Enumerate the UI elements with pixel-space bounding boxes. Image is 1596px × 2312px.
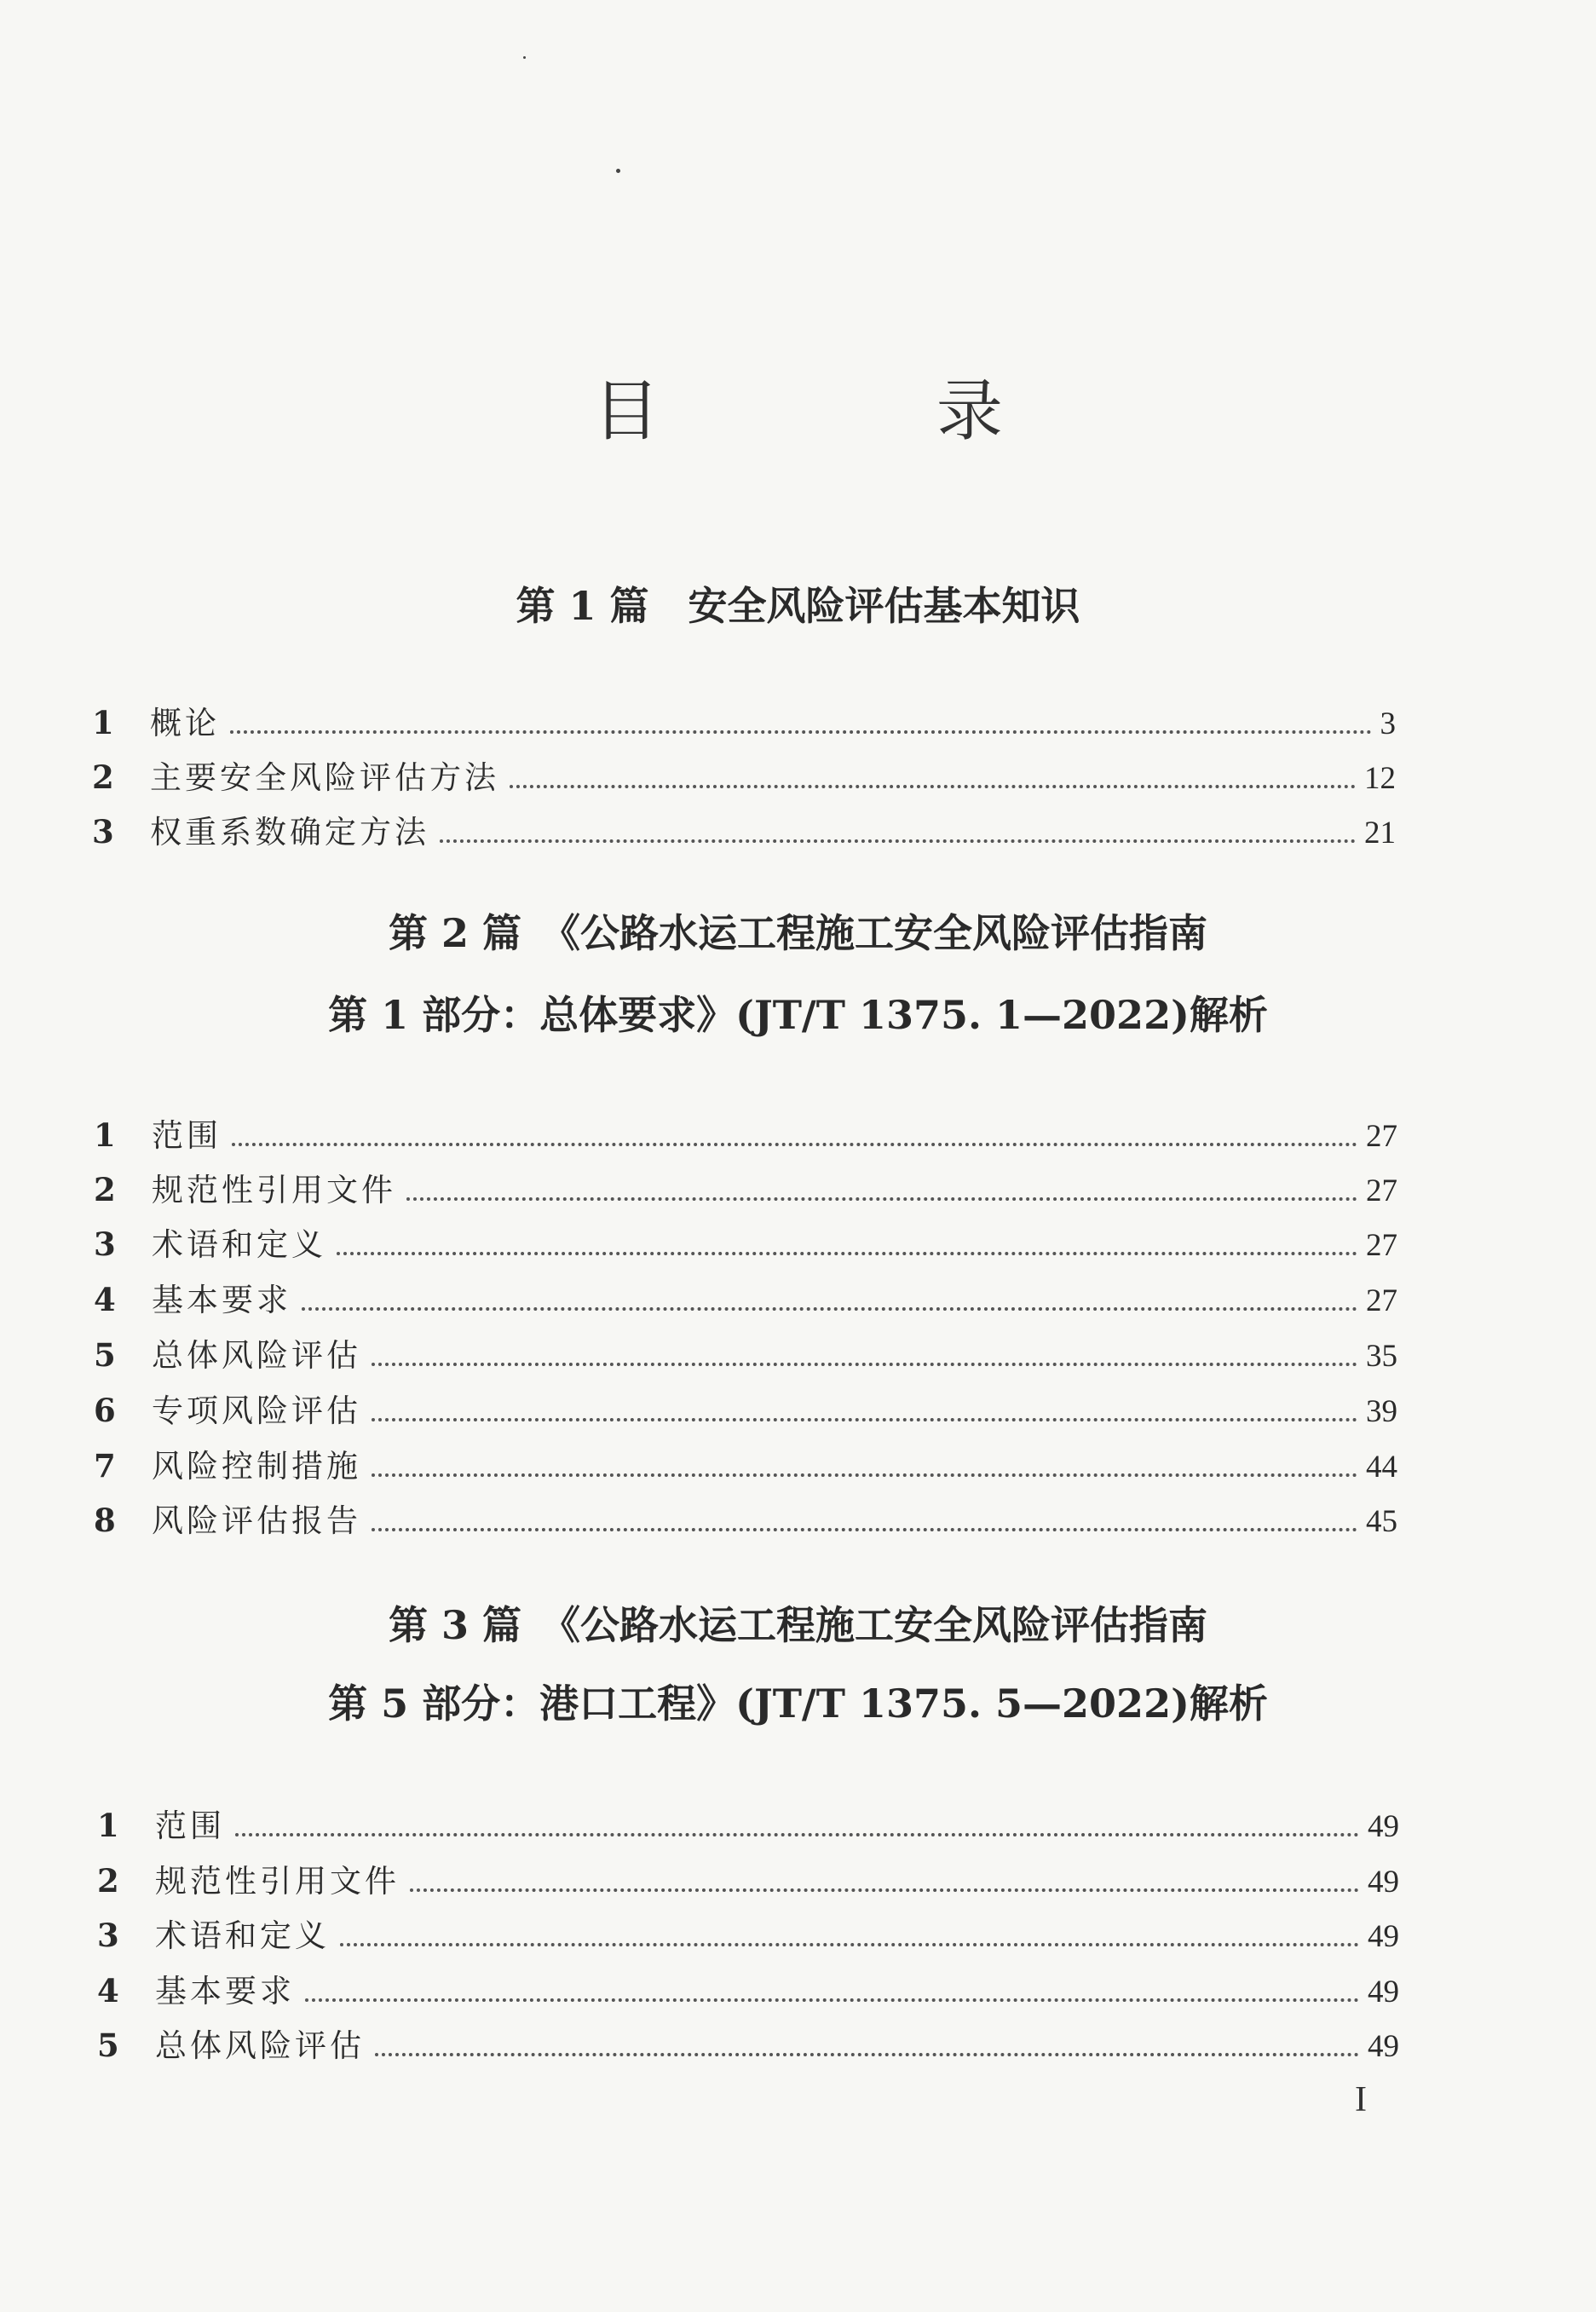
dot-leader [406,1196,1357,1201]
toc-entry-page: 27 [1366,1283,1397,1318]
toc-entry-page: 49 [1368,1809,1399,1844]
dot-leader [305,1998,1359,2002]
toc-entry-page: 44 [1366,1450,1397,1485]
part-3-heading-line-1: 第 3 篇 《公路水运工程施工安全风险评估指南 [388,1602,1208,1648]
dot-leader [235,1832,1359,1836]
toc-entry-number: 3 [92,813,114,850]
toc-entry[interactable] [97,1800,1399,1842]
toc-entry-number: 3 [94,1225,116,1263]
toc-entry[interactable] [94,1385,1397,1427]
toc-entry-title: 基本要求 [152,1282,291,1318]
toc-entry-title: 总体风险评估 [152,1337,361,1374]
dot-leader [372,1417,1357,1421]
dot-leader [410,1888,1359,1892]
toc-entry-page: 27 [1366,1228,1397,1263]
toc-entry[interactable] [97,2020,1399,2062]
toc-entry[interactable] [97,1910,1399,1952]
toc-entry-title: 范围 [152,1117,222,1154]
toc-entry-number: 2 [97,1862,119,1900]
toc-entry[interactable] [92,752,1396,794]
toc-entry-number: 2 [94,1171,116,1208]
dot-leader [302,1306,1357,1311]
toc-entry[interactable] [94,1164,1397,1207]
toc-entry-title: 概论 [150,705,220,741]
toc-entry-title: 权重系数确定方法 [150,814,429,850]
toc-entry-number: 1 [97,1807,119,1844]
toc-entry-title: 规范性引用文件 [152,1172,396,1208]
page-folio: I [1355,2080,1367,2119]
toc-entry-title: 风险评估报告 [152,1502,361,1539]
toc-entry-page: 49 [1368,1919,1399,1954]
toc-entry[interactable] [94,1219,1397,1261]
toc-entry-number: 8 [94,1502,116,1539]
part-2-heading-line-1: 第 2 篇 《公路水运工程施工安全风险评估指南 [388,910,1208,956]
toc-entry-page: 35 [1366,1339,1397,1374]
toc-entry-number: 4 [97,1972,119,2009]
dot-leader [440,839,1356,843]
toc-entry-title: 风险控制措施 [152,1448,361,1485]
toc-entry[interactable] [94,1110,1397,1152]
toc-entry[interactable] [94,1274,1397,1317]
dot-leader [510,784,1356,788]
dot-leader [337,1251,1357,1255]
dot-leader [372,1362,1357,1366]
part-2-heading-line-2: 第 1 部分：总体要求》(JT/T 1375. 1—2022)解析 [328,992,1268,1038]
toc-entry[interactable] [94,1329,1397,1372]
toc-entry-number: 1 [94,1116,116,1154]
toc-entry-page: 49 [1368,1865,1399,1900]
toc-entry[interactable] [92,697,1396,740]
part-3-heading-line-2: 第 5 部分：港口工程》(JT/T 1375. 5—2022)解析 [328,1681,1268,1727]
toc-entry-title: 术语和定义 [152,1226,326,1263]
toc-entry-page: 45 [1366,1504,1397,1539]
toc-entry-title: 术语和定义 [155,1917,330,1954]
toc-entry-page: 49 [1368,2029,1399,2064]
toc-entry-number: 4 [94,1281,116,1318]
dot-leader [372,1473,1357,1477]
toc-entry-number: 5 [97,2027,119,2064]
toc-entry[interactable] [94,1440,1397,1483]
scan-speck [523,56,526,59]
dot-leader [340,1942,1359,1946]
toc-entry[interactable] [97,1855,1399,1898]
dot-leader [232,1142,1357,1146]
scan-speck [616,169,620,173]
toc-entry-title: 规范性引用文件 [155,1863,400,1900]
toc-entry-page: 49 [1368,1975,1399,2009]
toc-entry-title: 范围 [155,1808,225,1844]
toc-entry-number: 7 [94,1447,116,1485]
toc-entry-title: 专项风险评估 [152,1392,361,1429]
toc-entry-page: 39 [1366,1394,1397,1429]
toc-entry-title: 基本要求 [155,1973,295,2009]
toc-entry-title: 主要安全风险评估方法 [150,759,499,796]
part-1-heading: 第 1 篇 安全风险评估基本知识 [516,583,1080,629]
toc-entry-number: 3 [97,1917,119,1954]
toc-entry-page: 27 [1366,1119,1397,1154]
dot-leader [372,1527,1357,1531]
toc-entry-page: 21 [1364,816,1396,850]
dot-leader [230,729,1372,734]
toc-entry[interactable] [94,1495,1397,1537]
toc-entry[interactable] [97,1965,1399,2008]
toc-entry-number: 6 [94,1392,116,1429]
toc-entry-title: 总体风险评估 [155,2027,365,2064]
toc-entry-page: 27 [1366,1173,1397,1208]
toc-entry-number: 2 [92,758,114,796]
toc-entry-page: 12 [1364,761,1396,796]
toc-entry-page: 3 [1380,706,1396,741]
dot-leader [375,2052,1359,2056]
toc-entry[interactable] [92,806,1396,849]
page-title: 目 录 [593,373,1131,450]
toc-entry-number: 1 [92,704,114,741]
toc-entry-number: 5 [94,1336,116,1374]
